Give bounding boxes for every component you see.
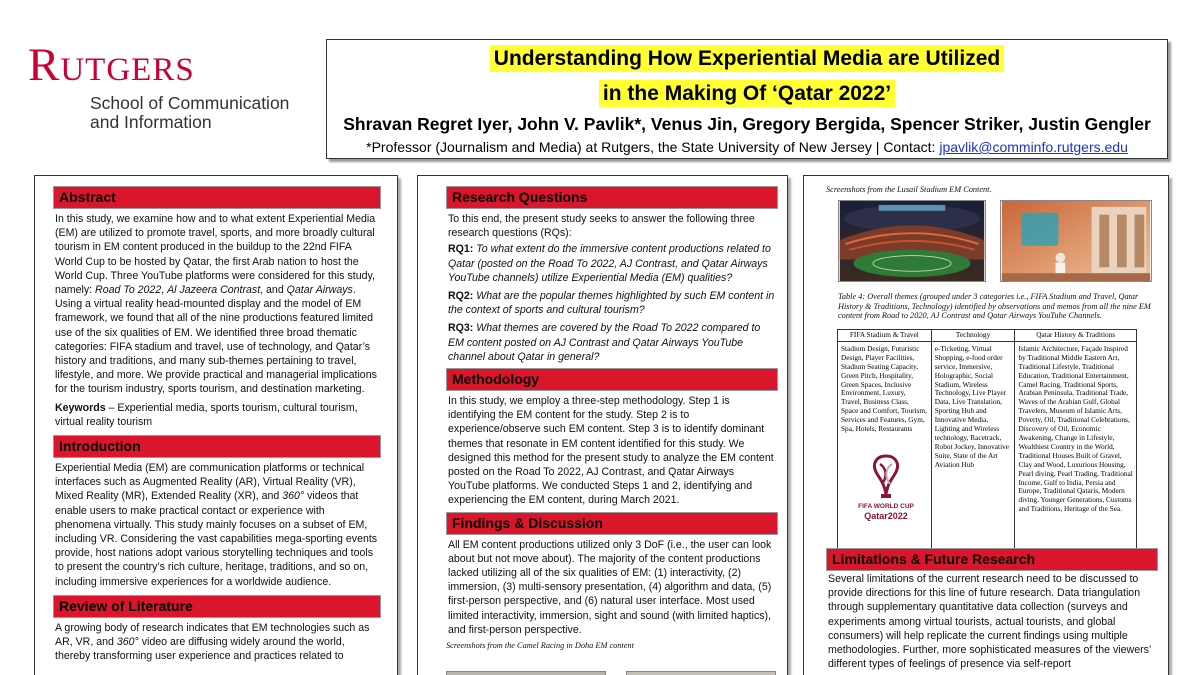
- rq-intro: To this end, the present study seeks to answer the following three research questions (RQs):: [448, 213, 755, 240]
- research-questions-heading: Research Questions: [446, 186, 778, 209]
- lusail-stadium-screenshot-2: [1000, 200, 1152, 282]
- themes-header-technology: Technology: [931, 330, 1015, 342]
- keywords-text: Keywords – Experiential media, sports tourism, cultural tourism, virtual reality tourism: [55, 401, 358, 428]
- author-list: Shravan Regret Iyer, John V. Pavlik*, Venus Jin, Gregory Bergida, Spencer Striker, Justin Gengler: [343, 114, 1151, 134]
- camel-racing-caption: Screenshots from the Camel Racing in Doha EM content: [446, 641, 634, 651]
- introduction-text: Experiential Media (EM) are communication platforms or technical interfaces such as Augmented Reality (AR), Virtual Reality (VR), Mixed Reality (MR), Extended Reality (XR), and 360° videos that enable users to make practical contact or experience with phenomena virtually. This study mainly focuses on a subset of EM, including VR. Considering the vast capabilities mega-sporting events provide, host nations adopt various storytelling techniques and tools to present the country’s rich culture, heritage, traditions, and so on, including immersive experiences for a worldwide audience.: [55, 462, 378, 588]
- themes-cell-technology: e-Ticketing, Virtual Shopping, e-food order service, Immersive, Holographic, Social Stadium, Wireless Technology, Live Player Data, Live Translation, Sporting Hub and Innovative Media, Lighting and Wireless technology, Racetrack, Robot Jockey, Innovative Suite, State of the Art Aviation Hub: [931, 341, 1015, 549]
- lusail-stadium-screenshot-1: [838, 200, 986, 282]
- poster-title-line-1: Understanding How Experiential Media are Utilized: [490, 45, 1004, 72]
- school-line-2: and Information: [90, 112, 212, 132]
- rq3-text: RQ3: What themes are covered by the Road To 2022 compared to EM content posted on AJ Contrast and Qatar Airways YouTube channel about Qatar in general?: [448, 322, 761, 363]
- poster-title-line-2: in the Making Of ‘Qatar 2022’: [599, 80, 895, 107]
- camel-racing-screenshot-1: [446, 671, 606, 675]
- column-left: [34, 175, 398, 675]
- themes-cell-history: Islamic Architecture, Façade Inspired by Traditional Middle Eastern Art, Traditional Lifestyle, Traditional Education, Traditional Entertainment, Camel Racing, Traditional Sports, Arabian Peninsula, Traditional Trade, Waves of the Arabian Gulf, Global Travelers, Museum of Islamic Arts, Poverty, Oil, Traditional Celebrations, Discovery of Oil, Economic Awakening, Change in Lifestyle, Wealthiest Country in the World, Traditional Houses Built of Gravel, Clay and Wood, Luxurious Housing, Pearl diving, Pearl Trading, Traditional Income, Gulf to India, Persia and Europe, Traditional Qataris, Modern diving, Younger Generations, Customs and Traditions, Heritage of the Sea.: [1015, 341, 1137, 549]
- introduction-heading: Introduction: [53, 435, 381, 458]
- affiliation-text: *Professor (Journalism and Media) at Rutgers, the State University of New Jersey | Contact:: [366, 139, 940, 155]
- fifa-emblem-text-1: FIFA WORLD CUP: [858, 502, 914, 510]
- contact-email-link[interactable]: jpavlik@comminfo.rutgers.edu: [939, 139, 1128, 155]
- limitations-text: Several limitations of the current research need to be discussed to provide directions for this line of future research. Data triangulation through supplementary quantitative data collection (surveys and experiments among virtual tourists, actual tourists, and global consumers) will help replicate the current findings using multiple methodologies. Further, more sophisticated measures of the viewers’ different types of feelings of presence via self-report: [828, 573, 1151, 671]
- themes-header-fifa: FIFA Stadium & Travel: [838, 330, 932, 342]
- school-line-1: School of Communication: [90, 93, 290, 113]
- fifa-emblem-text-2: Qatar2022: [864, 510, 908, 521]
- findings-heading: Findings & Discussion: [446, 512, 778, 535]
- themes-table-row: [838, 341, 1137, 549]
- methodology-heading: Methodology: [446, 368, 778, 391]
- lusail-caption: Screenshots from the Lusail Stadium EM Content.: [826, 185, 992, 194]
- table-caption: Table 4: Overall themes (grouped under 3 categories i.e., FIFA Stadium and Travel, Qatar History & Traditions, Technology) identified by observations and memos from all the nine EM content from Road to 2020, AJ Contrast and Qatar Airways YouTube Channels.: [838, 292, 1151, 320]
- camel-racing-screenshot-2: [626, 671, 776, 675]
- rutgers-wordmark: Rutgers: [28, 39, 195, 91]
- column-right: [803, 175, 1169, 675]
- themes-table: [837, 329, 1137, 550]
- fifa-emblem-icon: [866, 454, 906, 500]
- limitations-heading: Limitations & Future Research: [826, 548, 1158, 571]
- themes-fifa-list: Stadium Design, Futuristic Design, Player Facilities, Stadium Seating Capacity, Green Pitch, Hospitality, Green Spaces, Inclusive Environment, Luxury, Travel, Business Class, Space and Comfort, Tourism, Services and Features, Gym, Spa, Hotels, Restaurants: [841, 343, 927, 434]
- fifa-world-cup-emblem: [846, 454, 926, 521]
- poster-header: [326, 39, 1168, 159]
- rutgers-logo: [28, 40, 308, 132]
- column-middle: [417, 175, 788, 675]
- literature-text: A growing body of research indicates that EM technologies such as AR, VR, and 360° video are diffusing widely around the world, thereby transforming user experience and practices related to: [55, 621, 370, 663]
- themes-cell-fifa: [838, 341, 932, 549]
- abstract-heading: Abstract: [53, 186, 381, 209]
- abstract-text: In this study, we examine how and to what extent Experiential Media (EM) are utilized to promote travel, sports, and more broadly cultural tourism in EM content produced in the buildup to the 22nd FIFA World Cup to be hosted by Qatar, the first Arab nation to host the World Cup. Three YouTube platforms were considered for this study, namely: Road To 2022, Al Jazeera Contrast, and Qatar Airways. Using a virtual reality head-mounted display and the model of EM framework, we found that all of the nine productions featured limited use of the six qualities of EM. We identified three broad thematic categories: FIFA stadium and travel, use of technology, and Qatar’s history and traditions, and many sub-themes pertaining to travel, lifestyle, and more. We provide practical and managerial implications for the tourism industry, sports tourism, and destination marketing.: [55, 213, 377, 396]
- themes-header-history: Qatar History & Traditions: [1015, 330, 1137, 342]
- literature-heading: Review of Literature: [53, 595, 381, 618]
- affiliation-line: [327, 138, 1167, 156]
- findings-text: All EM content productions utilized only 3 DoF (i.e., the user can look about but not move about). The majority of the content productions lacked utilizing all of the six qualities of EM: (1) interactivity, (2) immersion, (3) multi-sensory presentation, (4) algorithm and data, (5) first-person perspective, and (6) natural user interface. Most used limited interactivity, immersion, sight and sound (with limited haptics), and first-person perspective.: [448, 538, 772, 636]
- school-name: [90, 94, 308, 132]
- rq1-text: RQ1: To what extent do the immersive content productions related to Qatar (posted on the Road To 2022, AJ Contrast, and Qatar Airways YouTube channels) utilize Experiential Media (EM) qualities?: [448, 243, 771, 284]
- methodology-text: In this study, we employ a three-step methodology. Step 1 is identifying the EM content for the study. Step 2 is to experience/observe such EM content. Step 3 is to identify dominant themes that resonate in EM content identified for this study. We designed this method for the present study to analyze the EM content posted on the Road To 2022, AJ Contrast, and Qatar Airways YouTube platforms. We conducted Steps 1 and 2, identifying and experiencing the EM content, during March 2021.: [448, 395, 774, 507]
- themes-table-header-row: [838, 330, 1137, 342]
- rq2-text: RQ2: What are the popular themes highlighted by such EM content in the context of sports and cultural tourism?: [448, 290, 775, 317]
